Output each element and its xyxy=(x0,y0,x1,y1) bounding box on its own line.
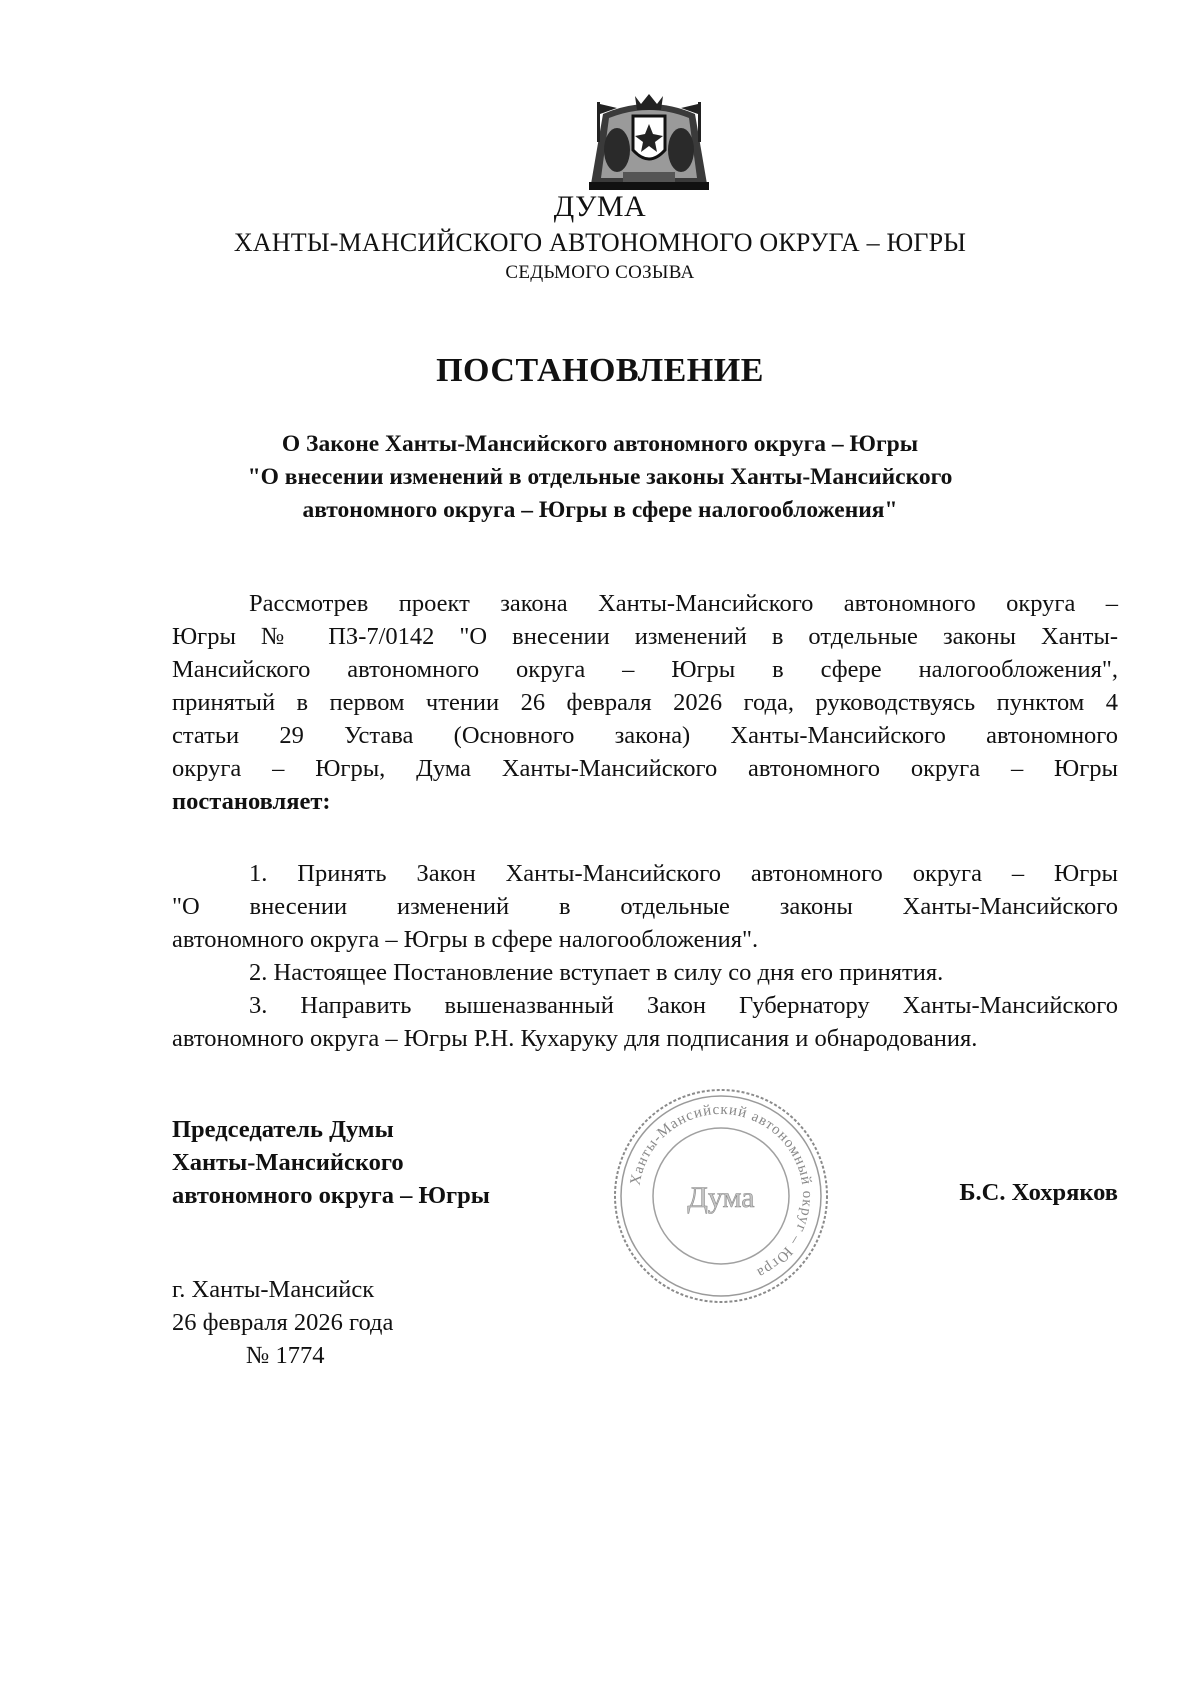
preamble-line: Мансийского автономного округа – Югры в сфере налогообложения", xyxy=(172,656,1118,683)
coat-of-arms-emblem xyxy=(583,92,715,197)
item-line: 3. Направить вышеназванный Закон Губернатору Ханты-Мансийского xyxy=(249,992,1118,1019)
issue-details xyxy=(172,1273,393,1372)
subject-line: "О внесении изменений в отдельные законы Ханты-Мансийского xyxy=(247,464,953,490)
preamble-line: статьи 29 Устава (Основного закона) Ханты-Мансийского автономного xyxy=(172,722,1118,749)
official-seal-stamp xyxy=(610,1085,832,1307)
preamble-line: Рассмотрев проект закона Ханты-Мансийского автономного округа – xyxy=(249,590,1118,617)
preamble-line: принятый в первом чтении 26 февраля 2026 года, руководствуясь пунктом 4 xyxy=(172,689,1118,716)
document-type-title: ПОСТАНОВЛЕНИЕ xyxy=(436,352,764,389)
position-line: автономного округа – Югры xyxy=(172,1182,490,1209)
svg-text:Ханты-Мансийский автономный ок: Ханты-Мансийский автономный округ – Югра xyxy=(627,1101,816,1282)
item-line: "О внесении изменений в отдельные законы Ханты-Мансийского xyxy=(172,893,1118,920)
decides-text: постановляет: xyxy=(172,788,331,815)
resolution-subject xyxy=(0,428,1200,527)
signatory-position xyxy=(172,1113,490,1212)
item-line: автономного округа – Югры в сфере налогообложения". xyxy=(172,926,759,953)
preamble-line: округа – Югры, Дума Ханты-Мансийского автономного округа – Югры xyxy=(172,755,1118,782)
signatory-name: Б.С. Хохряков xyxy=(959,1179,1118,1206)
issue-date: 26 февраля 2026 года xyxy=(172,1309,394,1336)
decides-line xyxy=(172,788,1118,816)
item-line: автономного округа – Югры Р.Н. Кухаруку для подписания и обнародования. xyxy=(172,1025,978,1052)
position-line: Председатель Думы xyxy=(172,1116,394,1143)
svg-text:Дума: Дума xyxy=(687,1181,755,1214)
organization-heading: ХАНТЫ-МАНСИЙСКОГО АВТОНОМНОГО ОКРУГА – ЮГРЫ xyxy=(233,228,967,257)
convocation-heading: СЕДЬМОГО СОЗЫВА xyxy=(505,262,695,283)
preamble-line: Югры № ПЗ-7/0142 "О внесении изменений в отдельные законы Ханты- xyxy=(172,623,1118,650)
item-line: 2. Настоящее Постановление вступает в силу со дня его принятия. xyxy=(249,959,944,986)
subject-line: О Законе Ханты-Мансийского автономного округа – Югры xyxy=(281,431,919,457)
position-line: Ханты-Мансийского xyxy=(172,1149,404,1176)
duma-heading: ДУМА xyxy=(553,190,647,223)
issue-place: г. Ханты-Мансийск xyxy=(172,1276,375,1303)
subject-line: автономного округа – Югры в сфере налогообложения" xyxy=(302,497,898,523)
document-number: № 1774 xyxy=(246,1342,325,1369)
item-line: 1. Принять Закон Ханты-Мансийского автономного округа – Югры xyxy=(249,860,1118,887)
